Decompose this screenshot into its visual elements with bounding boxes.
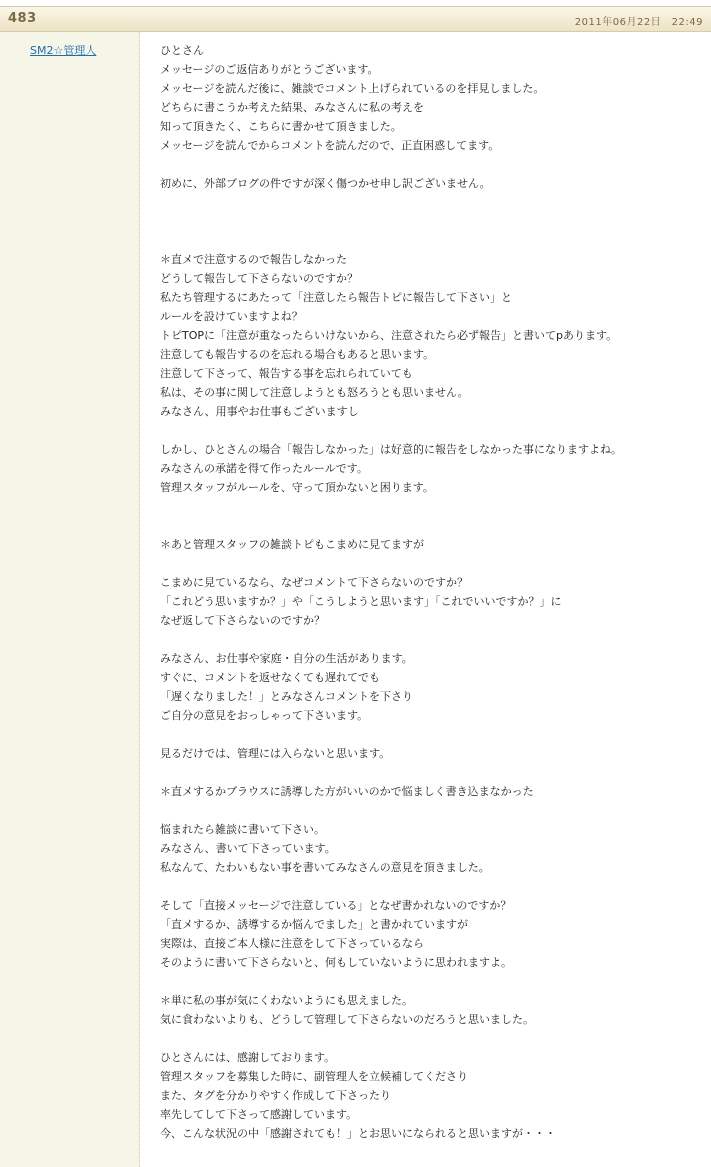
post-body-line: 率先してして下さって感謝しています。 bbox=[160, 1108, 358, 1121]
post-body-line: どうして報告して下さらないのですか？ bbox=[160, 272, 358, 285]
post-body bbox=[160, 41, 700, 1143]
post-body-line: 注意して下さって、報告する事を忘れられていても bbox=[160, 367, 413, 380]
post-body-line: しかし、ひとさんの場合「報告しなかった」は好意的に報告をしなかった事になりますよね。 bbox=[160, 443, 622, 456]
post-body-line: みなさん、お仕事や家庭・自分の生活があります。 bbox=[160, 652, 413, 665]
post-body-line: すぐに、コメントを返せなくても遅れてでも bbox=[160, 671, 380, 684]
post-body-line: 私なんて、たわいもない事を書いてみなさんの意見を頂きました。 bbox=[160, 861, 490, 874]
post-body-line: ＊直メするかブラウスに誘導した方がいいのかで悩ましく書き込まなかった bbox=[160, 785, 534, 798]
post-body-line bbox=[160, 877, 700, 896]
author-column bbox=[0, 32, 140, 1167]
post-body-line bbox=[160, 725, 700, 744]
post-body-line bbox=[160, 801, 700, 820]
post-body-line: ＊直メで注意するので報告しなかった bbox=[160, 253, 347, 266]
post-body-line: みなさん、書いて下さっています。 bbox=[160, 842, 336, 855]
post-body-line: 見るだけでは、管理には入らないと思います。 bbox=[160, 747, 391, 760]
post-body-line: 「遅くなりました！」とみなさんコメントを下さり bbox=[160, 690, 413, 703]
post-body-line bbox=[160, 972, 700, 991]
post-body-line bbox=[160, 630, 700, 649]
post-body-line: みなさん、用事やお仕事もございますし bbox=[160, 405, 359, 418]
post-body-line bbox=[160, 516, 700, 535]
post-body-line: みなさんの承諾を得て作ったルールです。 bbox=[160, 462, 368, 475]
post-body-line: ひとさんには、感謝しております。 bbox=[160, 1051, 336, 1064]
post-body-line: 管理スタッフがルールを、守って頂かないと困ります。 bbox=[160, 481, 434, 494]
post-timestamp: 2011年06月22日 22:49 bbox=[574, 17, 703, 28]
post-body-line: トピTOPに「注意が重なったらいけないから、注意されたら必ず報告」と書いてpあります。 bbox=[160, 329, 618, 342]
post-body-line: 実際は、直接ご本人様に注意をして下さっているなら bbox=[160, 937, 424, 950]
post-body-line: メッセージを読んだ後に、雑談でコメント上げられているのを拝見しました。 bbox=[160, 82, 545, 95]
post-body-line bbox=[160, 155, 700, 174]
post-body-line bbox=[160, 1029, 700, 1048]
post-body-line: なぜ返して下さらないのですか？ bbox=[160, 614, 325, 627]
post-body-line bbox=[160, 554, 700, 573]
post-body-line: メッセージのご返信ありがとうございます。 bbox=[160, 63, 379, 76]
post-body-line bbox=[160, 212, 700, 231]
post-body-line: 「これどう思いますか？」や「こうしようと思います」「これでいいですか？」に bbox=[160, 595, 562, 608]
post-body-line bbox=[160, 497, 700, 516]
post-body-line: 私は、その事に関して注意しようとも怒ろうとも思いません。 bbox=[160, 386, 469, 399]
post-body-line: また、タグを分かりやすく作成して下さったり bbox=[160, 1089, 391, 1102]
post-body-line: ひとさん bbox=[160, 44, 204, 57]
post-body-line bbox=[160, 421, 700, 440]
post-body-line: 私たち管理するにあたって「注意したら報告トピに報告して下さい」と bbox=[160, 291, 512, 304]
post-body-line: ご自分の意見をおっしゃって下さいます。 bbox=[160, 709, 369, 722]
post-body-line: 管理スタッフを募集した時に、副管理人を立候補してくださり bbox=[160, 1070, 468, 1083]
post-body-line: メッセージを読んでからコメントを読んだので、正直困惑してます。 bbox=[160, 139, 500, 152]
post-body-line: ＊あと管理スタッフの雑談トピもこまめに見てますが bbox=[160, 538, 424, 551]
post-body-line bbox=[160, 763, 700, 782]
post-body-line: 気に食わないよりも、どうして管理して下さらないのだろうと思いました。 bbox=[160, 1013, 534, 1026]
post-header-bar bbox=[0, 6, 711, 32]
post-body-line bbox=[160, 193, 700, 212]
post-body-line: 悩まれたら雑談に書いて下さい。 bbox=[160, 823, 325, 836]
post-body-line bbox=[160, 231, 700, 250]
post-body-line: そして「直接メッセージで注意している」となぜ書かれないのですか？ bbox=[160, 899, 512, 912]
post-body-line: そのように書いて下さらないと、何もしていないように思われますよ。 bbox=[160, 956, 512, 969]
post-body-line: 初めに、外部ブログの件ですが深く傷つかせ申し訳ございません。 bbox=[160, 177, 491, 190]
post-body-line: 知って頂きたく、こちらに書かせて頂きました。 bbox=[160, 120, 402, 133]
post-body-line: ＊単に私の事が気にくわないようにも思えました。 bbox=[160, 994, 413, 1007]
post-body-line: 「直メするか、誘導するか悩んでました」と書かれていますが bbox=[160, 918, 468, 931]
post-body-line: 今、こんな状況の中「感謝されても！」とお思いになられると思いますが・・・ bbox=[160, 1127, 556, 1140]
author-link[interactable]: SM2☆管理人 bbox=[30, 44, 97, 57]
post-body-line: 注意しても報告するのを忘れる場合もあると思います。 bbox=[160, 348, 435, 361]
post-body-line: こまめに見ているなら、なぜコメントて下さらないのですか？ bbox=[160, 576, 468, 589]
post-body-line: どちらに書こうか考えた結果、みなさんに私の考えを bbox=[160, 101, 424, 114]
post-body-line: ルールを設けていますよね？ bbox=[160, 310, 303, 323]
post-number: 483 bbox=[8, 11, 37, 26]
